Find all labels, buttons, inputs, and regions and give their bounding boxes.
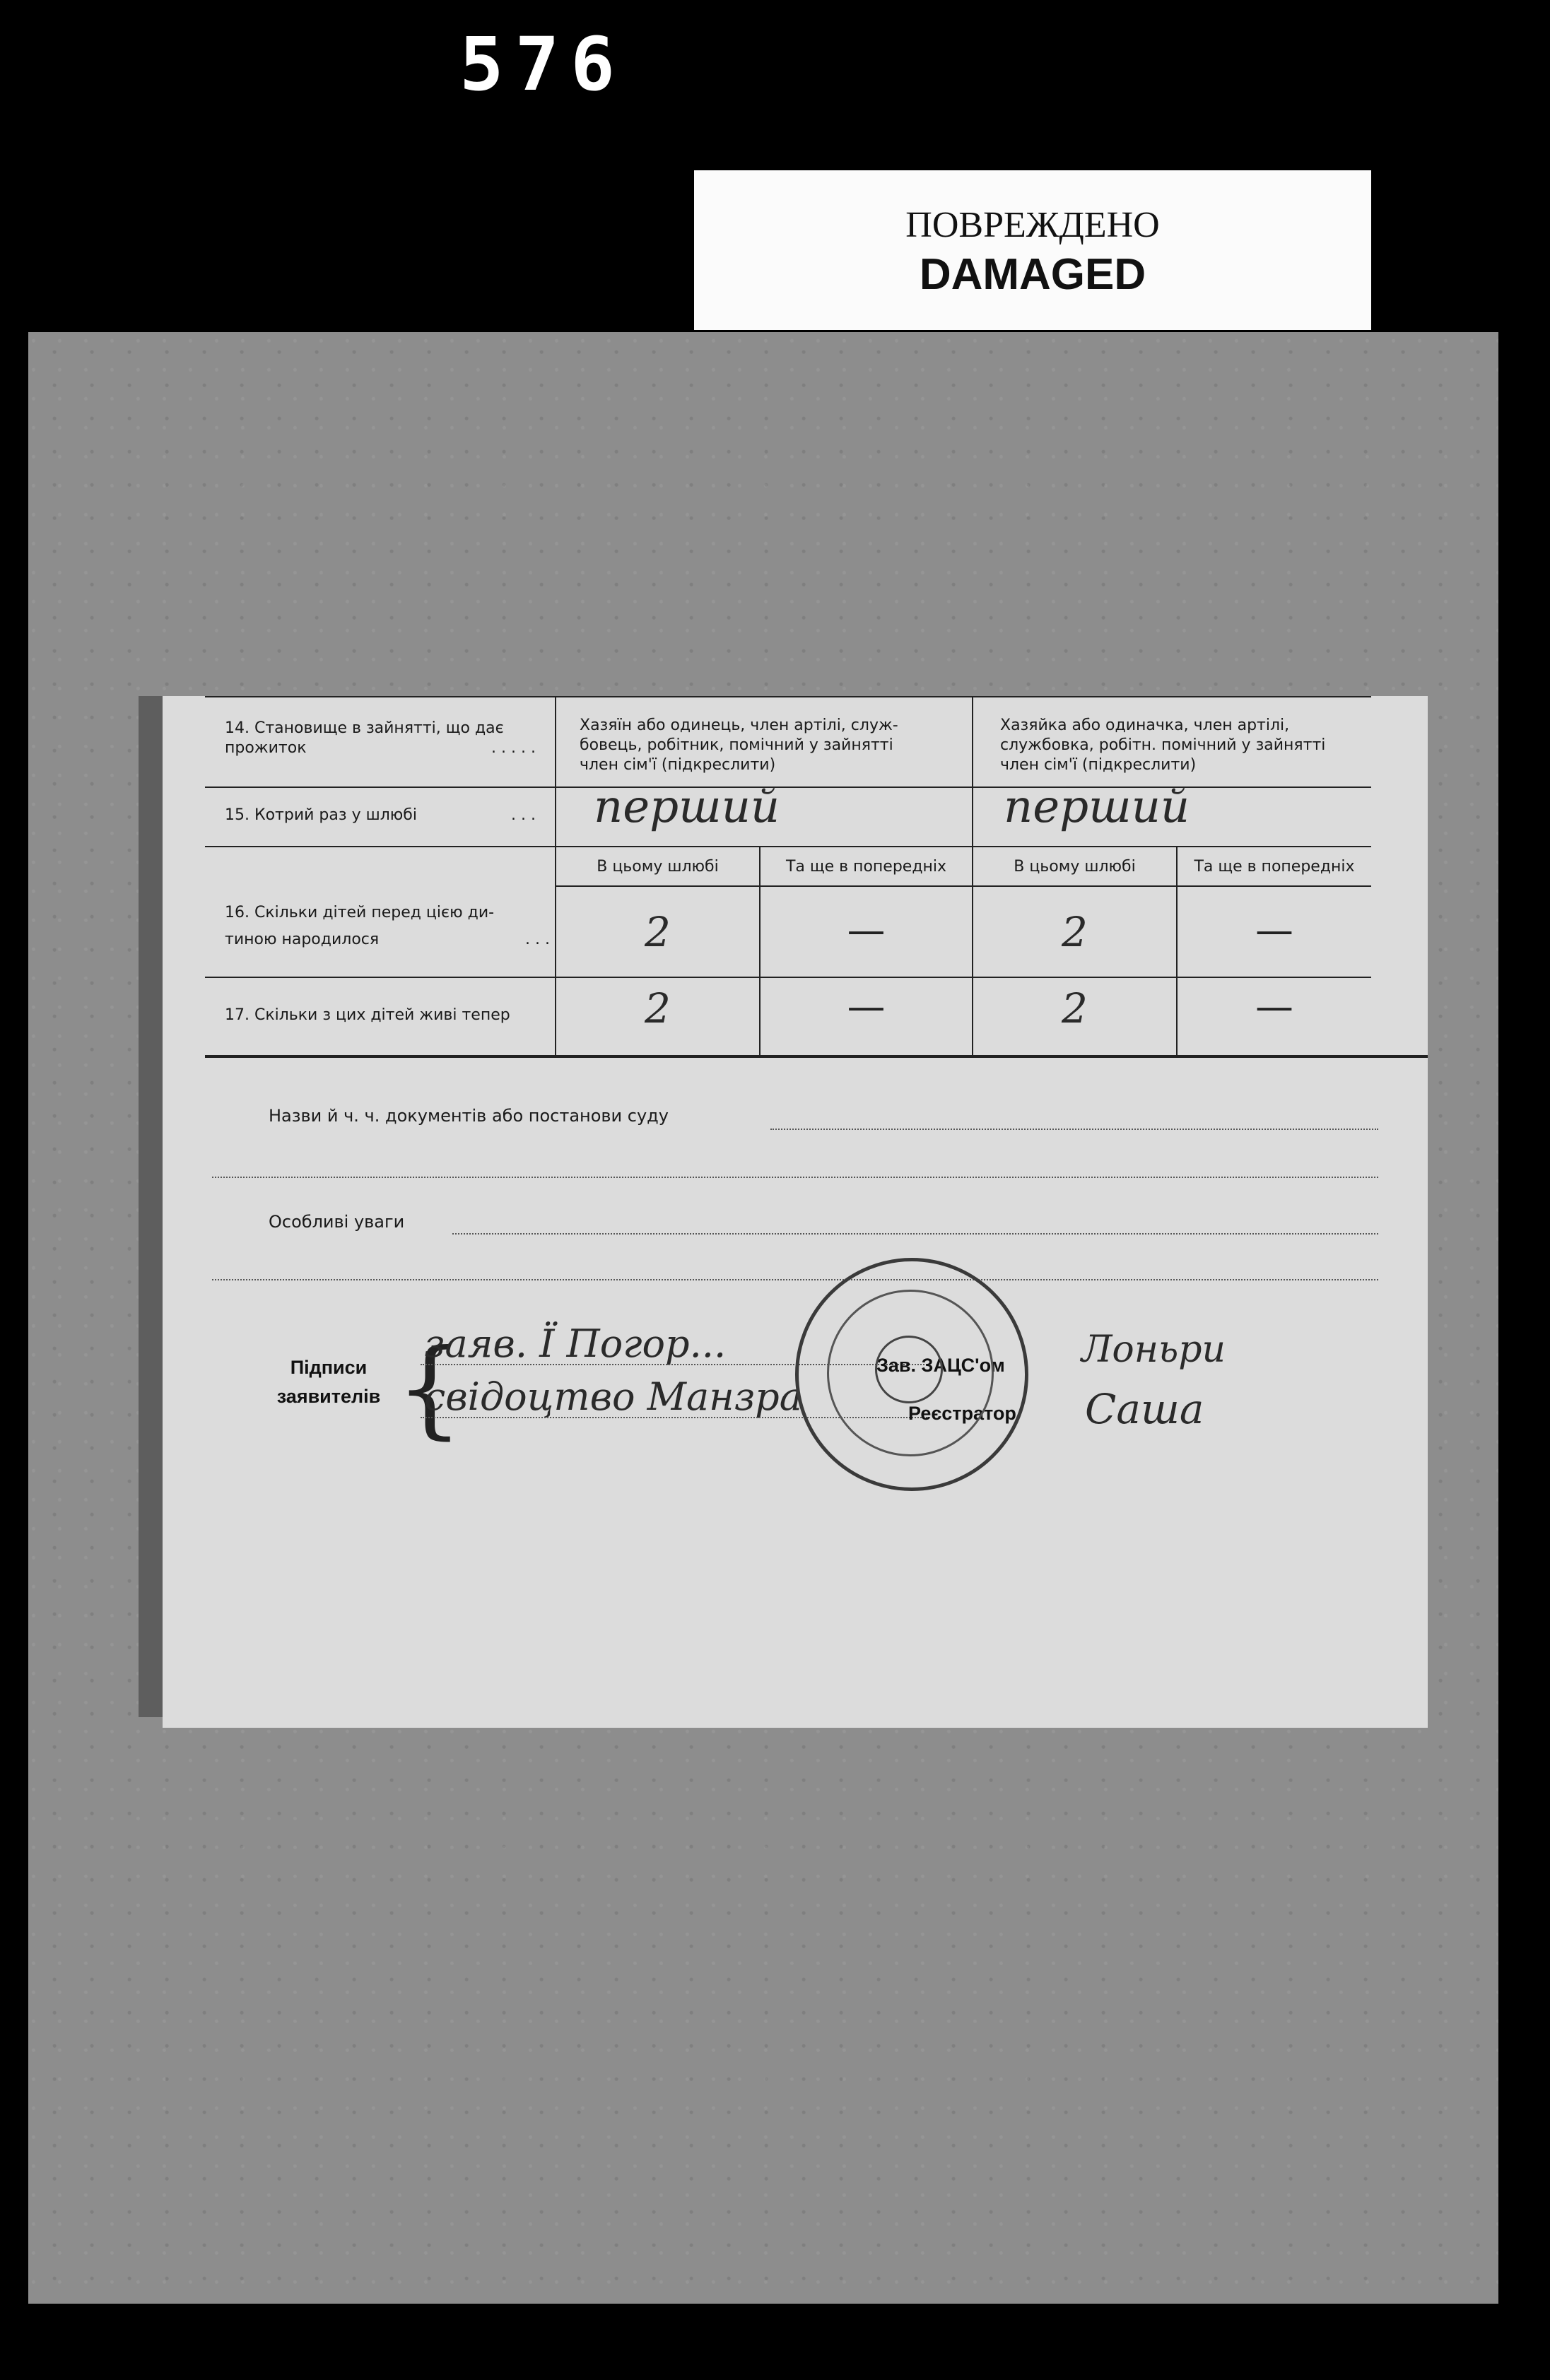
- row-17-male-prev: —: [847, 984, 886, 1029]
- row-14-label: [225, 719, 536, 758]
- head-signature: Лоньри: [1081, 1329, 1226, 1371]
- row-16-label: [225, 903, 550, 950]
- notes-line-2: [212, 1279, 1378, 1280]
- row-15-male-value: перший: [594, 781, 780, 833]
- row-14-female-line3: член сім'ї (підкреслити): [1000, 756, 1197, 774]
- signatures-brace: {: [396, 1327, 464, 1450]
- damaged-label-en: DAMAGED: [919, 250, 1146, 299]
- registrar-signature: Саша: [1085, 1385, 1204, 1433]
- row-15-label-wrap: [225, 806, 536, 825]
- row-14-female-line2: службовка, робітн. помічний у зайнятті: [1000, 736, 1326, 754]
- signatures-title: [262, 1357, 396, 1408]
- row-14-female-line1: Хазяйка або одиначка, член артілі,: [1000, 717, 1290, 734]
- documents-line: [770, 1129, 1378, 1130]
- row-17-female-this: 2: [1062, 984, 1088, 1032]
- signatures-title-line1: Підписи: [290, 1357, 368, 1378]
- row-17-female-prev: —: [1255, 984, 1293, 1029]
- documents-line-2: [212, 1177, 1378, 1178]
- row-14-label-line1: 14. Становище в зайнятті, що дає: [225, 719, 504, 737]
- header-female-this: В цьому шлюбі: [1014, 858, 1136, 876]
- signatures-title-line2: заявителів: [276, 1386, 381, 1407]
- table-bottom-line: [205, 1055, 1428, 1058]
- header-male-this: В цьому шлюбі: [597, 858, 719, 876]
- row-16-dots: . . .: [525, 931, 550, 948]
- registration-card: [163, 696, 1428, 1728]
- header-male-prev: Та ще в попередніх: [785, 858, 947, 876]
- damaged-label: [694, 170, 1371, 330]
- row-16-male-prev: —: [847, 908, 886, 953]
- row-14-male: [580, 716, 961, 775]
- row-15-female-value: перший: [1004, 781, 1190, 833]
- row-16-label-line2: тиною народилося: [225, 931, 380, 948]
- row-14-female: [1000, 716, 1368, 775]
- applicant-1-signature: заяв. Ї Погор...: [424, 1321, 727, 1366]
- documents-label: Назви й ч. ч. документів або постанови суду: [269, 1106, 669, 1126]
- row-17-label: 17. Скільки з цих дітей живі тепер: [225, 1006, 510, 1024]
- row-17-male-this: 2: [645, 984, 671, 1032]
- row-14-dots: . . . . .: [491, 739, 536, 757]
- notes-label: Особливі уваги: [269, 1212, 405, 1232]
- notes-line: [452, 1233, 1378, 1235]
- row-14-male-line2: бовець, робітник, помічний у зайнятті: [580, 736, 893, 754]
- row-15-bottom-line: [205, 846, 1371, 847]
- row-16-bottom-line: [205, 977, 1371, 978]
- applicant-2-signature: свідоцтво Манзра: [424, 1374, 802, 1419]
- row-16-female-this: 2: [1062, 908, 1088, 956]
- row-14-male-line3: член сім'ї (підкреслити): [580, 756, 776, 774]
- damaged-label-ru: ПОВРЕЖДЕНО: [905, 205, 1160, 245]
- row-15-dots: . . .: [511, 806, 536, 824]
- row-16-label-line1: 16. Скільки дітей перед цією ди-: [225, 904, 495, 921]
- table-top-line: [205, 696, 1371, 697]
- stamp-emblem-icon: [875, 1336, 943, 1403]
- row-16-male-this: 2: [645, 908, 671, 956]
- row-16-female-prev: —: [1255, 908, 1293, 953]
- head-label: Зав. ЗАЦС'ом: [876, 1355, 1005, 1376]
- archive-number: 576: [459, 21, 626, 107]
- registrar-label: Реєстратор: [908, 1403, 1016, 1424]
- row-14-label-line2: прожиток: [225, 739, 307, 757]
- row-15-label: 15. Котрий раз у шлюбі: [225, 806, 417, 824]
- subheader-bottom-line: [555, 885, 1371, 887]
- header-female-prev: Та ще в попередніх: [1194, 858, 1355, 876]
- row-14-male-line1: Хазяїн або одинець, член артілі, служ-: [580, 717, 898, 734]
